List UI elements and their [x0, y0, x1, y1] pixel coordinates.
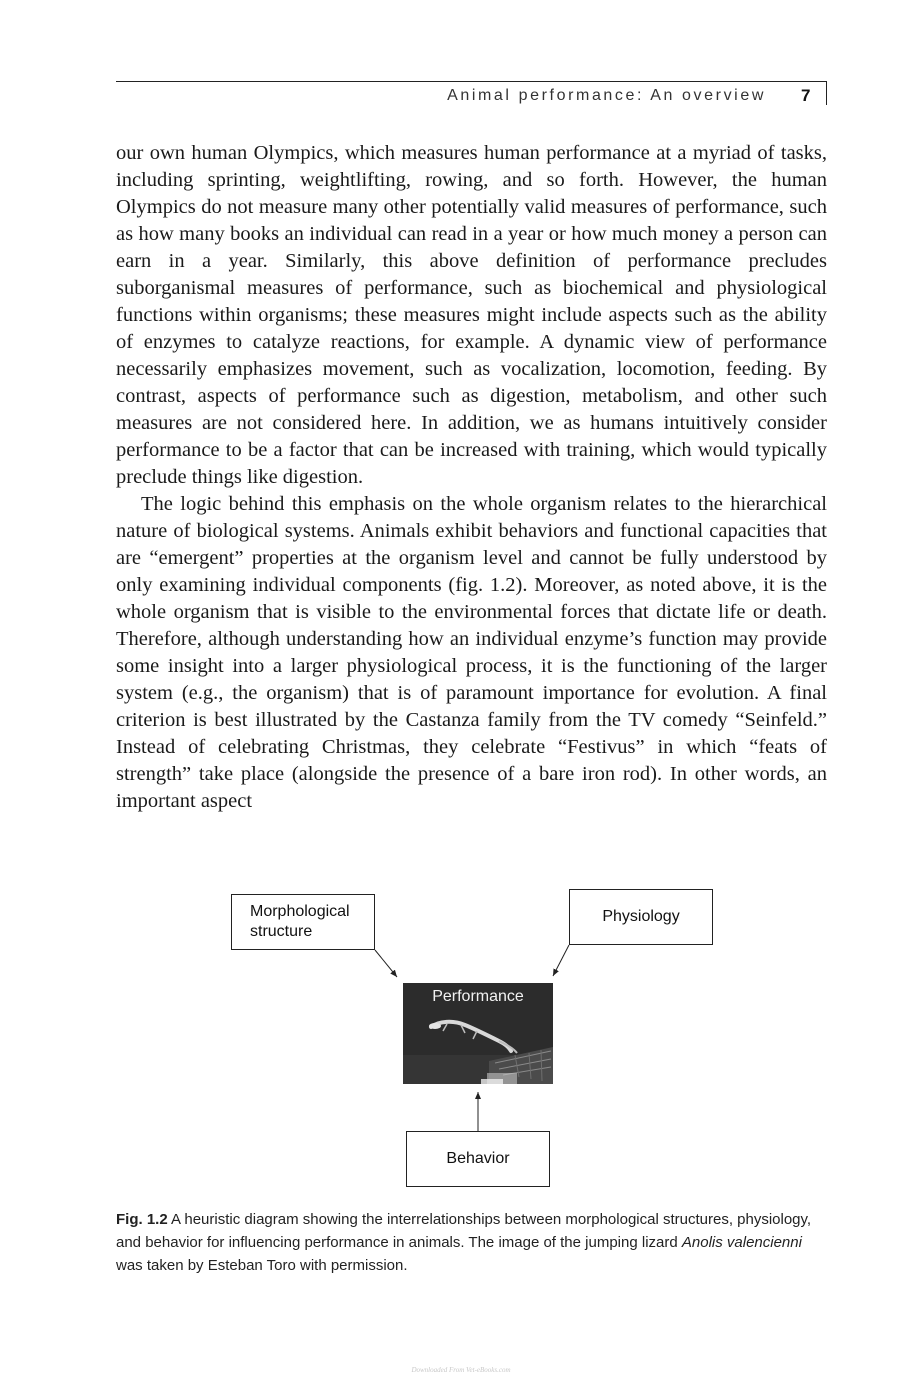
figure-label: Fig. 1.2 — [116, 1211, 168, 1228]
caption-species: Anolis valencienni — [681, 1234, 802, 1251]
physiology-label: Physiology — [602, 908, 680, 925]
paragraph-1: our own human Olympics, which measures human performance at a myriad of tasks, including sprinting, weightlifting, rowing, and so forth. However, the human Olympics do not measure many other potentially valid measures of performance, such as how many books an individual can read in a year or how much money a person can earn in a year. Similarly, this above definition of performance precludes suborganismal measures of performance, such as biochemical and physiological functions within organisms; these measures might include aspects such as the ability of enzymes to catalyze reactions, for example. A dynamic view of performance necessarily emphasizes movement, such as vocalization, locomotion, feeding. By contrast, aspects of performance such as digestion, metabolism, and other such measures are not considered here. In addition, we as humans intuitively consider performance to be a factor that can be increased with training, which would typically preclude things like digestion. — [116, 142, 827, 488]
footer-watermark: Downloaded From Vet-eBooks.com — [411, 1366, 511, 1374]
morphology-box — [231, 894, 375, 950]
paragraph-2: The logic behind this emphasis on the whole organism relates to the hierarchical nature of biological systems. Animals exhibit behaviors and functional capacities that are “emergent” properties at the organism level and cannot be fully understood by only examining individual components (fig. 1.2). Moreover, as noted above, it is the whole organism that is visible to the environmental forces that dictate life or death. Therefore, although understanding how an individual enzyme’s function may provide some insight into a larger physiological process, it is the functioning of the larger system (e.g., the organism) that is of paramount importance for evolution. A final criterion is best illustrated by the Castanza family from the TV comedy “Seinfeld.” Instead of celebrating Christmas, they celebrate “Festivus” in which “feats of strength” take place (alongside the presence of a bare iron rod). In other words, an important aspect — [116, 493, 827, 812]
body-text — [116, 140, 827, 815]
arrow-physiology-to-performance — [553, 945, 569, 976]
behavior-label: Behavior — [446, 1150, 510, 1167]
performance-label: Performance — [432, 988, 524, 1005]
running-head: Animal performance: An overview — [447, 87, 766, 104]
figure-caption — [116, 1208, 816, 1277]
morphology-label-line2: structure — [250, 923, 313, 940]
behavior-box — [406, 1131, 550, 1187]
arrow-morphology-to-performance — [375, 950, 397, 977]
header-rule — [116, 81, 827, 82]
performance-box — [403, 983, 553, 1084]
page-number: 7 — [801, 86, 811, 105]
caption-text: A heuristic diagram showing the interrelationships between morphological structures, physiology, and behavior for influencing performance in animals. The image of the jumping lizard — [116, 1211, 812, 1251]
physiology-box — [569, 889, 713, 945]
morphology-label-line1: Morphological — [250, 903, 350, 920]
header-corner-rule — [826, 81, 827, 105]
caption-text-end: was taken by Esteban Toro with permission. — [116, 1257, 408, 1274]
